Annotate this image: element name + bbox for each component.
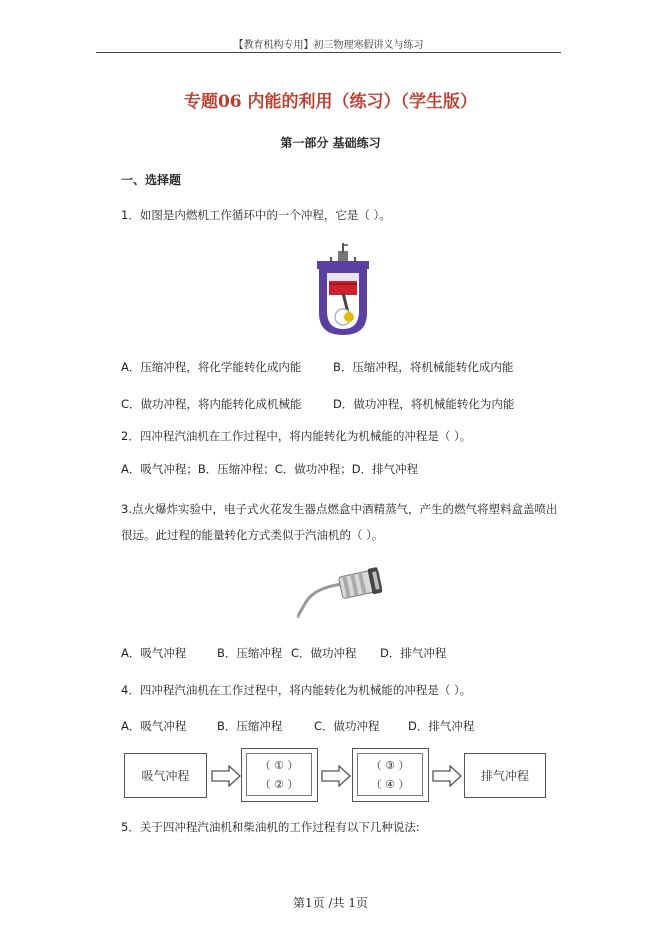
q1-option-d: D．做功冲程，将机械能转化为内能 xyxy=(333,397,515,411)
q4-option-b: B．压缩冲程 xyxy=(217,719,283,733)
flow-start-box xyxy=(124,753,207,798)
flow-blank-3: （ ③ ） xyxy=(370,758,410,772)
q3-option-d: D．排气冲程 xyxy=(380,646,447,660)
flow-end-label: 排气冲程 xyxy=(480,769,529,783)
q3-option-c: C．做功冲程 xyxy=(291,646,357,660)
q3-stem-line2: 很远。此过程的能量转化方式类似于汽油机的（ ）。 xyxy=(121,528,384,542)
q4-option-c: C．做功冲程 xyxy=(314,719,380,733)
flow-end-box xyxy=(464,753,546,798)
page-header: 【教育机构专用】初三物理寒假讲义与练习 xyxy=(233,40,424,51)
q5-stem: 5．关于四冲程汽油机和柴油机的工作过程有以下几种说法: xyxy=(121,820,420,834)
q4-stem: 4．四冲程汽油机在工作过程中，将内能转化为机械能的冲程是（ ）。 xyxy=(121,683,472,697)
part-heading: 第一部分 基础练习 xyxy=(280,136,381,150)
spark-igniter-figure xyxy=(294,562,394,620)
q2-options: A．吸气冲程；B．压缩冲程；C．做功冲程；D．排气冲程 xyxy=(121,462,419,476)
flow-blank-4: （ ④ ） xyxy=(370,777,410,791)
flow-inner-box-1 xyxy=(246,753,312,796)
q3-option-a: A．吸气冲程 xyxy=(121,646,187,660)
flow-inner-box-2 xyxy=(357,753,423,796)
q1-stem: 1．如图是内燃机工作循环中的一个冲程，它是（ ）。 xyxy=(121,208,391,222)
flow-middle-box-2 xyxy=(352,748,429,802)
q1-option-a: A．压缩冲程，将化学能转化成内能 xyxy=(121,360,302,374)
q3-stem-line1: 3.点火爆炸实验中，电子式火花发生器点燃盒中酒精蒸气，产生的燃气将塑料盒盖喷出 xyxy=(121,502,558,516)
q1-option-b: B．压缩冲程，将机械能转化成内能 xyxy=(333,360,514,374)
q3-option-b: B．压缩冲程 xyxy=(217,646,283,660)
q2-stem: 2．四冲程汽油机在工作过程中，将内能转化为机械能的冲程是（ ）。 xyxy=(121,429,472,443)
flow-middle-box-1 xyxy=(241,748,318,802)
flow-blank-1: （ ① ） xyxy=(259,758,299,772)
engine-stroke-figure xyxy=(311,243,377,335)
flow-blank-2: （ ② ） xyxy=(259,777,299,791)
flow-arrow-2 xyxy=(321,765,351,787)
q4-option-d: D．排气冲程 xyxy=(408,719,475,733)
flow-start-label: 吸气冲程 xyxy=(141,769,190,783)
flow-arrow-1 xyxy=(211,765,241,787)
q1-option-c: C．做功冲程，将内能转化成机械能 xyxy=(121,397,302,411)
flow-arrow-3 xyxy=(432,765,462,787)
section-heading: 一、选择题 xyxy=(121,173,182,187)
q4-option-a: A．吸气冲程 xyxy=(121,719,187,733)
header-divider xyxy=(96,52,561,53)
page-title: 专题06 内能的利用（练习）（学生版） xyxy=(183,92,478,112)
page-footer: 第1页 /共 1页 xyxy=(293,896,368,910)
